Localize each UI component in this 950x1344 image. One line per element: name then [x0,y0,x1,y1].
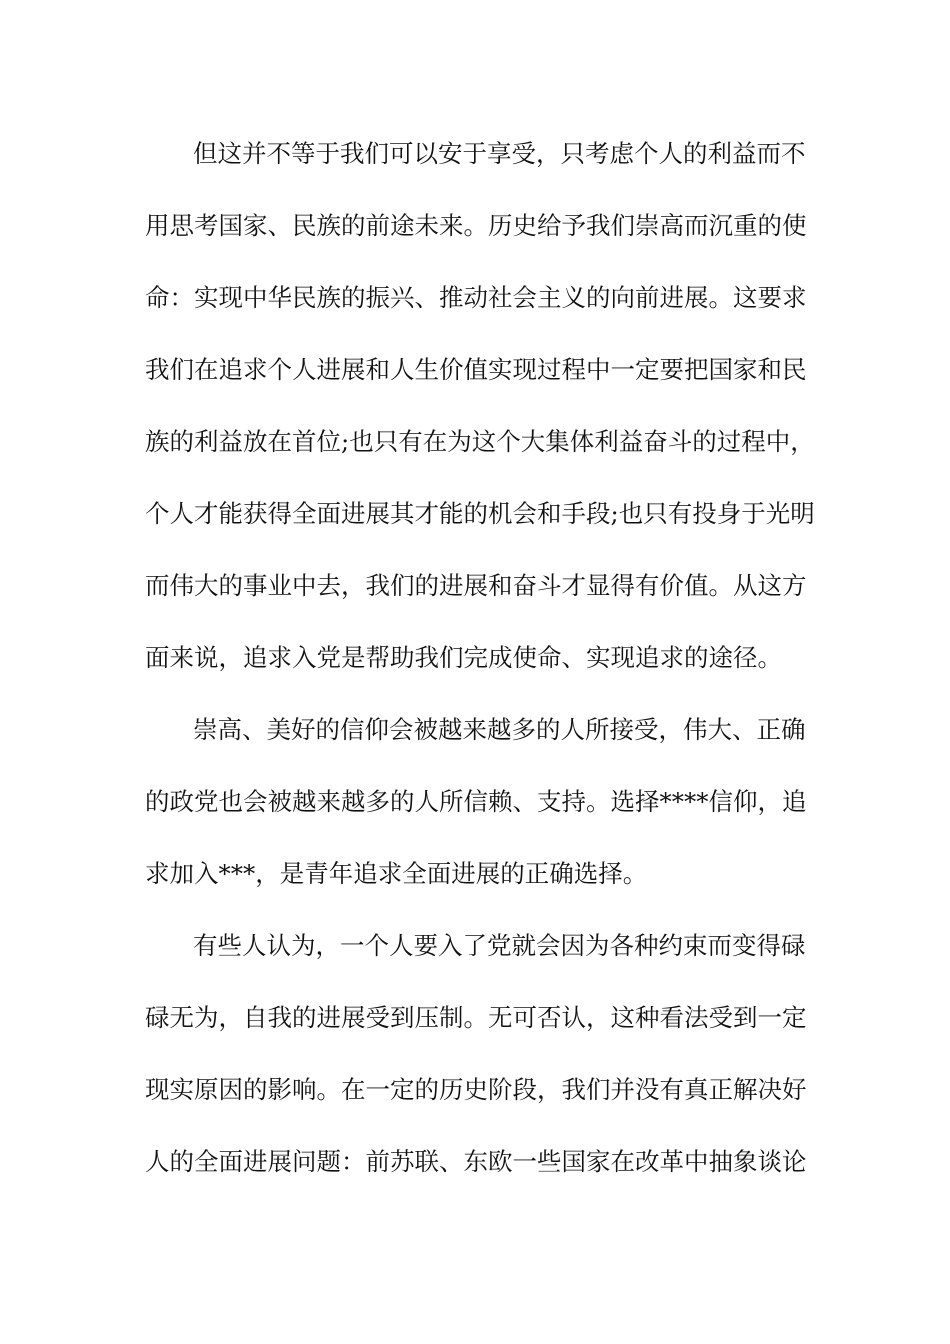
paragraph-3-line-2: 碌无为，自我的进展受到压制。无可否认，这种看法受到一定 [145,1003,807,1032]
paragraph-2-line-1: 崇高、美好的信仰会被越来越多的人所接受，伟大、正确 [193,715,806,744]
paragraph-1-line-8: 面来说，追求入党是帮助我们完成使命、实现追求的途径。 [145,643,782,672]
paragraph-1-line-4: 我们在追求个人进展和人生价值实现过程中一定要把国家和民 [145,355,807,384]
paragraph-1-line-7: 而伟大的事业中去，我们的进展和奋斗才显得有价值。从这方 [145,571,807,600]
paragraph-2-line-3: 求加入***，是青年追求全面进展的正确选择。 [145,859,648,888]
paragraph-3-line-1: 有些人认为，一个人要入了党就会因为各种约束而变得碌 [193,931,806,960]
paragraph-1-line-3: 命：实现中华民族的振兴、推动社会主义的向前进展。这要求 [145,283,807,312]
paragraph-3-line-4: 人的全面进展问题：前苏联、东欧一些国家在改革中抽象谈论 [145,1147,807,1176]
paragraph-2-line-2: 的政党也会被越来越多的人所信赖、支持。选择****信仰，追 [145,787,807,816]
paragraph-1-line-5: 族的利益放在首位;也只有在为这个大集体利益奋斗的过程中， [145,427,815,456]
paragraph-1-line-1: 但这并不等于我们可以安于享受，只考虑个人的利益而不 [193,139,806,168]
paragraph-1-line-6: 个人才能获得全面进展其才能的机会和手段;也只有投身于光明 [145,499,815,528]
paragraph-3-line-3: 现实原因的影响。在一定的历史阶段，我们并没有真正解决好 [145,1075,807,1104]
paragraph-1-line-2: 用思考国家、民族的前途未来。历史给予我们崇高而沉重的使 [145,211,807,240]
